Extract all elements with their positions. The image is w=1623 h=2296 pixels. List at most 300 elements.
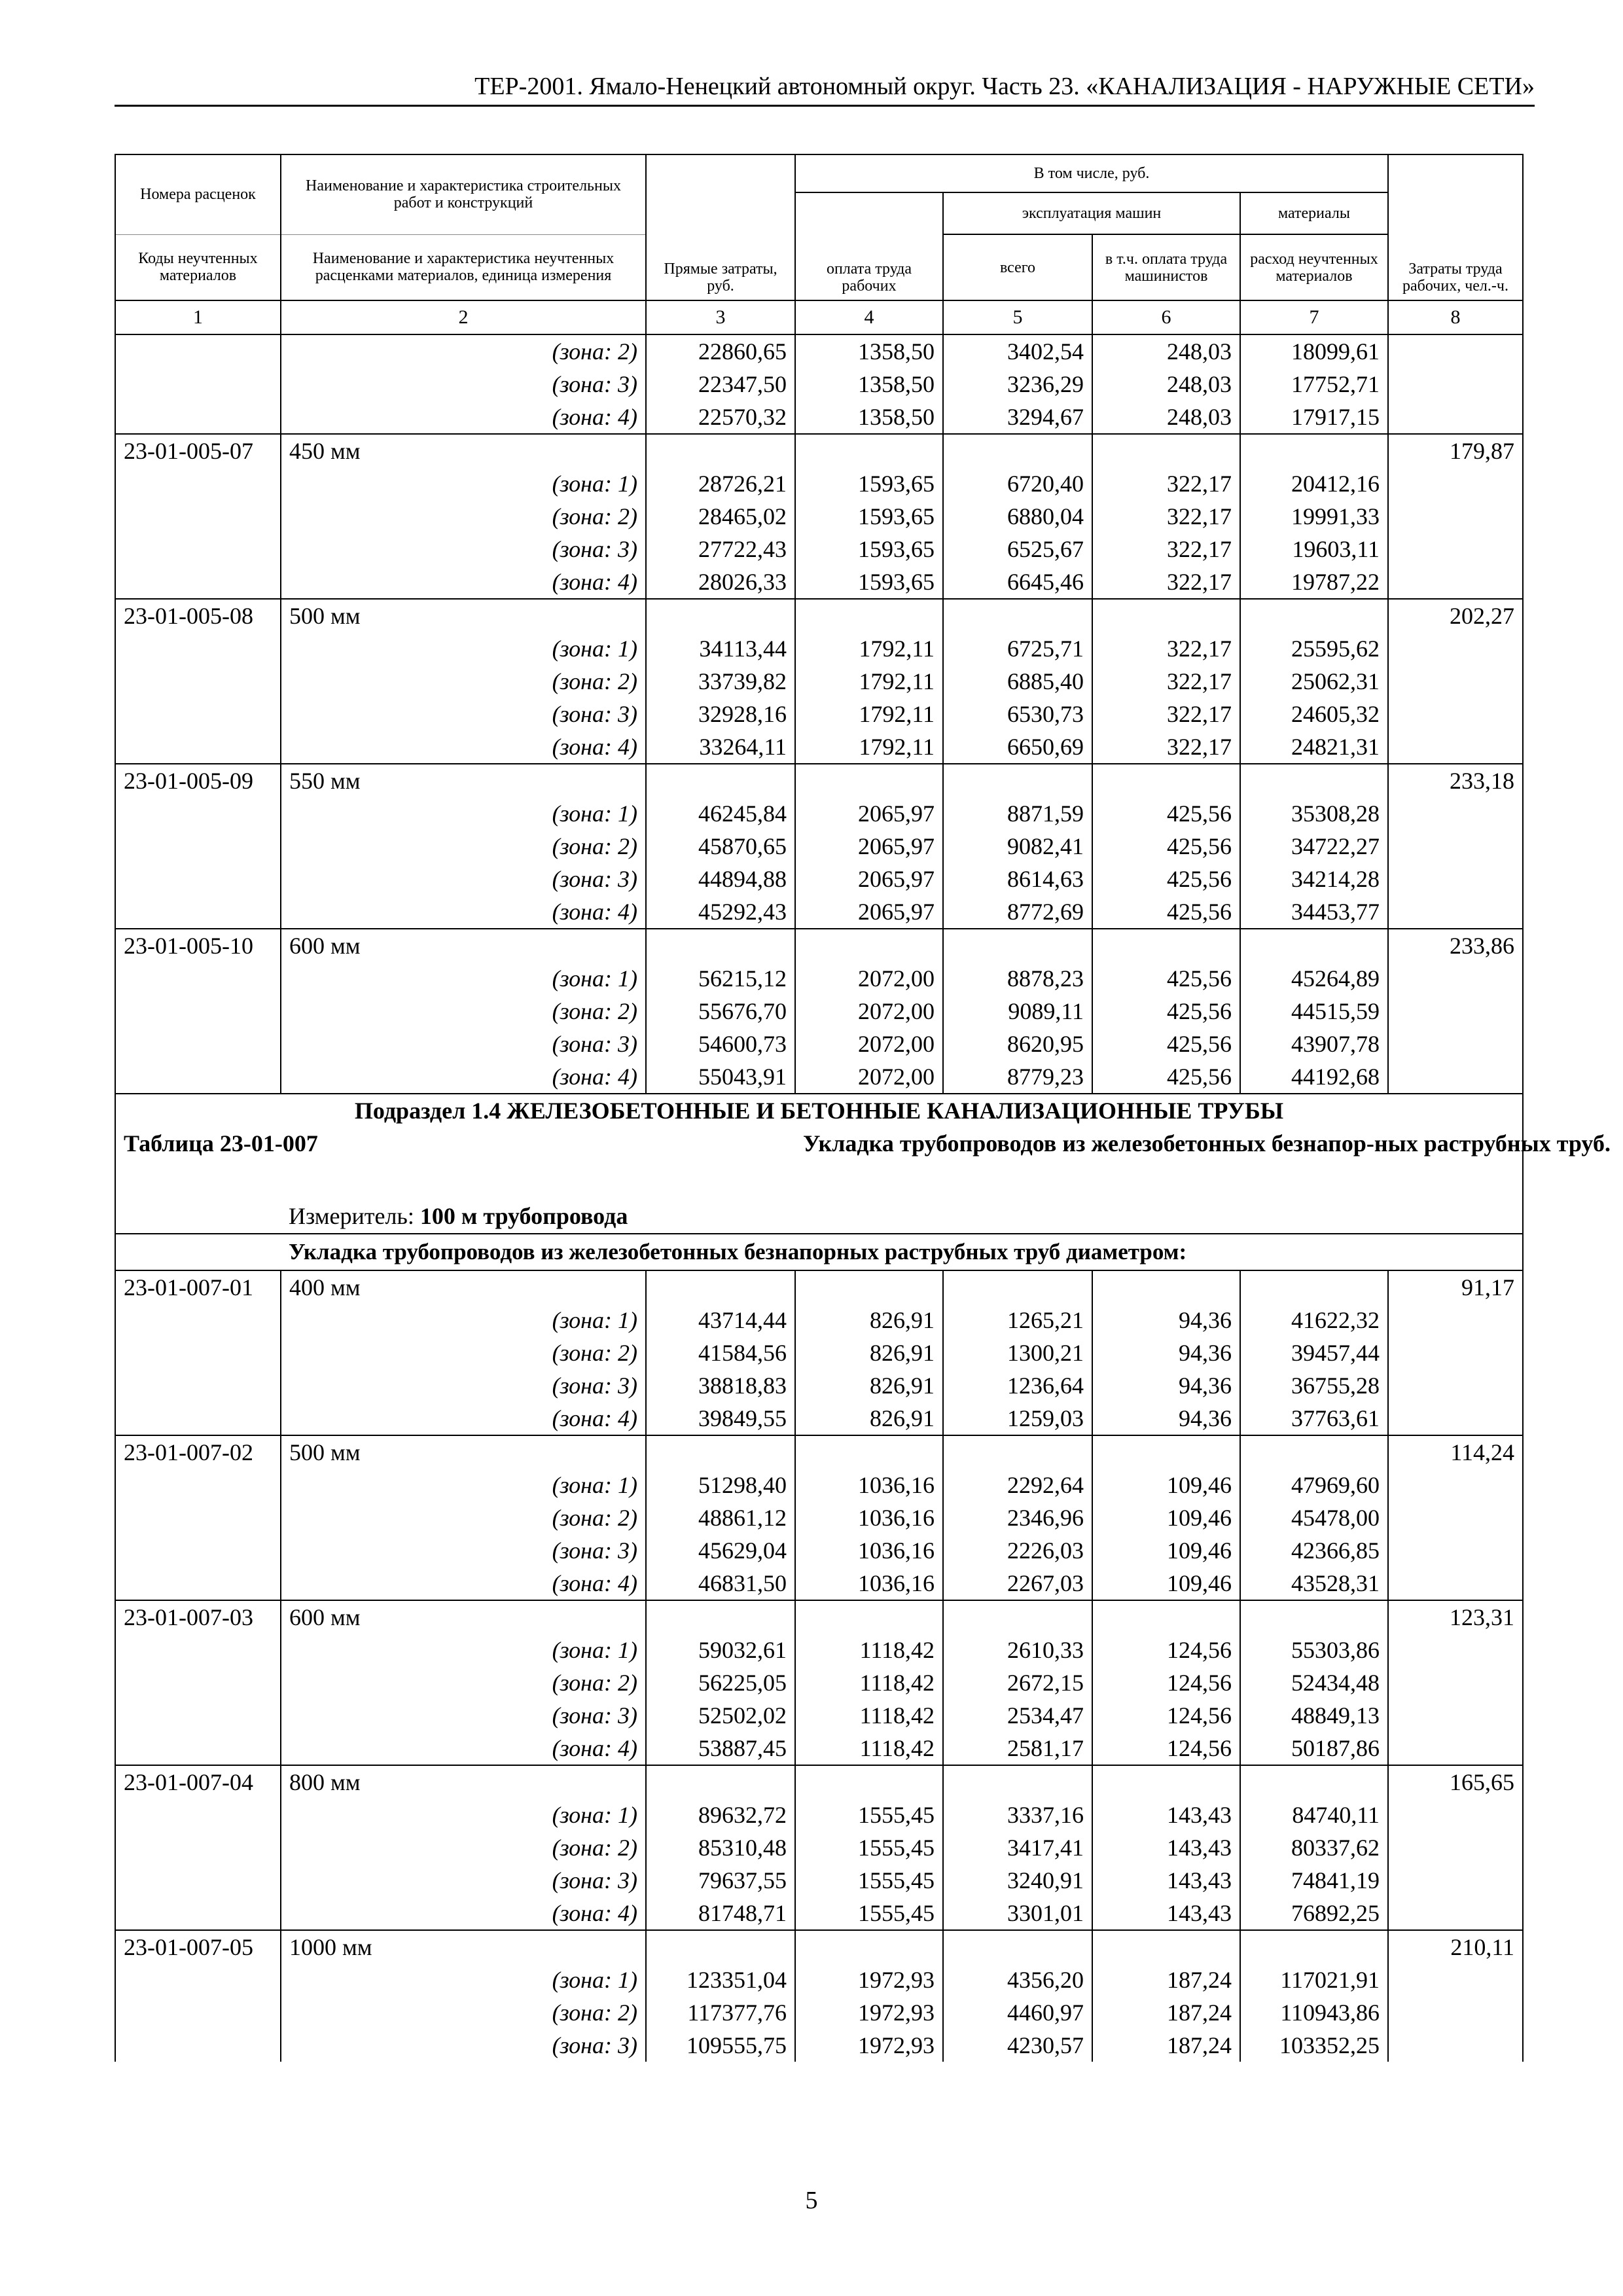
header-labor-pay: оплата труда рабочих [795, 192, 943, 300]
direct-costs: 44894,88 [646, 863, 795, 895]
direct-costs: 54600,73 [646, 1028, 795, 1060]
labor-pay: 2065,97 [795, 797, 943, 830]
labor-pay: 1118,42 [795, 1699, 943, 1732]
empty-cell [646, 434, 795, 467]
empty-cell [1388, 565, 1523, 599]
measure-label: Измеритель: [289, 1203, 420, 1229]
zone-row [115, 1028, 1523, 1060]
empty-cell [1388, 863, 1523, 895]
operators-pay: 187,24 [1092, 1964, 1240, 1996]
zone-row [115, 334, 1523, 368]
direct-costs: 51298,40 [646, 1469, 795, 1501]
zone-label: (зона: 1) [281, 1304, 646, 1336]
zone-label: (зона: 2) [281, 1831, 646, 1864]
header-machines: эксплуатация машин [943, 192, 1240, 234]
empty-cell [1092, 764, 1240, 797]
zone-label: (зона: 1) [281, 1469, 646, 1501]
header-labor-hours: Затраты труда рабочих, чел.-ч. [1388, 154, 1523, 300]
empty-cell [1388, 1567, 1523, 1600]
materials-cost: 37763,61 [1240, 1402, 1388, 1435]
zone-label: (зона: 2) [281, 1336, 646, 1369]
materials-cost: 103352,25 [1240, 2029, 1388, 2062]
header-direct-costs: Прямые затраты, руб. [646, 154, 795, 300]
machines-total: 1265,21 [943, 1304, 1092, 1336]
empty-cell [1388, 1864, 1523, 1897]
materials-cost: 24821,31 [1240, 730, 1388, 764]
empty-cell [795, 1435, 943, 1469]
empty-cell [943, 1930, 1092, 1964]
empty-cell [1388, 632, 1523, 665]
column-number: 8 [1388, 300, 1523, 334]
materials-cost: 74841,19 [1240, 1864, 1388, 1897]
labor-pay: 2072,00 [795, 995, 943, 1028]
empty-cell [1388, 1897, 1523, 1930]
empty-cell [1388, 2029, 1523, 2062]
zone-row [115, 665, 1523, 698]
direct-costs: 46245,84 [646, 797, 795, 830]
empty-cell [1240, 1765, 1388, 1799]
machines-total: 6885,40 [943, 665, 1092, 698]
zone-row [115, 2029, 1523, 2062]
zone-label: (зона: 2) [281, 1501, 646, 1534]
direct-costs: 48861,12 [646, 1501, 795, 1534]
direct-costs: 32928,16 [646, 698, 795, 730]
materials-cost: 41622,32 [1240, 1304, 1388, 1336]
column-number: 1 [115, 300, 281, 334]
labor-pay: 1118,42 [795, 1634, 943, 1666]
header-name-bottom: Наименование и характеристика неучтенных расценками материалов, единица измерения [281, 234, 646, 300]
labor-pay: 826,91 [795, 1336, 943, 1369]
column-number: 5 [943, 300, 1092, 334]
zone-label: (зона: 2) [281, 995, 646, 1028]
operators-pay: 248,03 [1092, 334, 1240, 368]
empty-cell [943, 1600, 1092, 1634]
empty-cell [1240, 599, 1388, 632]
rate-row [115, 1435, 1523, 1469]
empty-cell [115, 1369, 281, 1402]
operators-pay: 425,56 [1092, 1060, 1240, 1094]
subsection-title: Подраздел 1.4 ЖЕЛЕЗОБЕТОННЫЕ И БЕТОННЫЕ КАНАЛИЗАЦИОННЫЕ ТРУБЫ [115, 1094, 1523, 1127]
empty-cell [115, 1699, 281, 1732]
labor-pay: 2065,97 [795, 895, 943, 929]
zone-row [115, 1634, 1523, 1666]
machines-total: 9082,41 [943, 830, 1092, 863]
zone-row [115, 1699, 1523, 1732]
zone-row [115, 533, 1523, 565]
empty-cell [1092, 1765, 1240, 1799]
machines-total: 3402,54 [943, 334, 1092, 368]
empty-cell [795, 599, 943, 632]
empty-cell [115, 1831, 281, 1864]
direct-costs: 22570,32 [646, 401, 795, 434]
zone-row [115, 1732, 1523, 1765]
direct-costs: 123351,04 [646, 1964, 795, 1996]
rate-name: 400 мм [281, 1270, 646, 1304]
operators-pay: 425,56 [1092, 962, 1240, 995]
empty-cell [115, 962, 281, 995]
operators-pay: 425,56 [1092, 895, 1240, 929]
operators-pay: 143,43 [1092, 1897, 1240, 1930]
empty-cell [115, 1060, 281, 1094]
empty-cell [1388, 1666, 1523, 1699]
empty-cell [1388, 1336, 1523, 1369]
machines-total: 8772,69 [943, 895, 1092, 929]
machines-total: 8614,63 [943, 863, 1092, 895]
column-number: 6 [1092, 300, 1240, 334]
zone-label: (зона: 1) [281, 1634, 646, 1666]
rate-row [115, 1765, 1523, 1799]
operators-pay: 143,43 [1092, 1831, 1240, 1864]
labor-pay: 2072,00 [795, 1028, 943, 1060]
machines-total: 6530,73 [943, 698, 1092, 730]
machines-total: 8871,59 [943, 797, 1092, 830]
header-including: В том числе, руб. [795, 154, 1388, 192]
measure-line [281, 1199, 1523, 1234]
materials-cost: 76892,25 [1240, 1897, 1388, 1930]
zone-row [115, 565, 1523, 599]
direct-costs: 41584,56 [646, 1336, 795, 1369]
materials-cost: 50187,86 [1240, 1732, 1388, 1765]
empty-cell [1388, 500, 1523, 533]
operators-pay: 124,56 [1092, 1666, 1240, 1699]
rate-code: 23-01-005-10 [115, 929, 281, 962]
zone-row [115, 895, 1523, 929]
materials-cost: 55303,86 [1240, 1634, 1388, 1666]
materials-cost: 25595,62 [1240, 632, 1388, 665]
column-number: 3 [646, 300, 795, 334]
operators-pay: 143,43 [1092, 1799, 1240, 1831]
machines-total: 3294,67 [943, 401, 1092, 434]
empty-cell [943, 764, 1092, 797]
labor-pay: 826,91 [795, 1402, 943, 1435]
zone-label: (зона: 4) [281, 1567, 646, 1600]
direct-costs: 45870,65 [646, 830, 795, 863]
materials-cost: 39457,44 [1240, 1336, 1388, 1369]
labor-pay: 1593,65 [795, 467, 943, 500]
materials-cost: 44515,59 [1240, 995, 1388, 1028]
header-operators-pay: в т.ч. оплата труда машинистов [1092, 234, 1240, 300]
empty-cell [115, 401, 281, 434]
machines-total: 6720,40 [943, 467, 1092, 500]
empty-cell [115, 1666, 281, 1699]
operators-pay: 425,56 [1092, 797, 1240, 830]
zone-label: (зона: 4) [281, 1402, 646, 1435]
zone-row [115, 632, 1523, 665]
machines-total: 8779,23 [943, 1060, 1092, 1094]
direct-costs: 79637,55 [646, 1864, 795, 1897]
materials-cost: 35308,28 [1240, 797, 1388, 830]
machines-total: 3236,29 [943, 368, 1092, 401]
operators-pay: 425,56 [1092, 830, 1240, 863]
table-number: Таблица 23-01-007 [115, 1127, 795, 1199]
empty-cell [115, 797, 281, 830]
empty-cell [1388, 1799, 1523, 1831]
direct-costs: 109555,75 [646, 2029, 795, 2062]
zone-label: (зона: 2) [281, 665, 646, 698]
empty-cell [1388, 1996, 1523, 2029]
labor-pay: 2072,00 [795, 962, 943, 995]
empty-cell [795, 1270, 943, 1304]
materials-cost: 42366,85 [1240, 1534, 1388, 1567]
empty-cell [1388, 1501, 1523, 1534]
rate-code: 23-01-007-02 [115, 1435, 281, 1469]
machines-total: 9089,11 [943, 995, 1092, 1028]
header-rule [115, 105, 1535, 107]
machines-total: 1259,03 [943, 1402, 1092, 1435]
empty-cell [115, 698, 281, 730]
direct-costs: 46831,50 [646, 1567, 795, 1600]
labor-pay: 1358,50 [795, 368, 943, 401]
zone-row [115, 1501, 1523, 1534]
zone-label: (зона: 3) [281, 1028, 646, 1060]
zone-label: (зона: 4) [281, 730, 646, 764]
empty-cell [1388, 895, 1523, 929]
empty-cell [1388, 1369, 1523, 1402]
column-number: 2 [281, 300, 646, 334]
subsection-block [115, 1094, 1611, 1270]
table-body-first [115, 334, 1523, 1094]
empty-cell [943, 1270, 1092, 1304]
empty-cell [1240, 929, 1388, 962]
direct-costs: 39849,55 [646, 1402, 795, 1435]
labor-hours: 179,87 [1388, 434, 1523, 467]
empty-cell [115, 368, 281, 401]
zone-label: (зона: 3) [281, 1534, 646, 1567]
operators-pay: 124,56 [1092, 1699, 1240, 1732]
zone-row [115, 1336, 1523, 1369]
empty-cell [1388, 1634, 1523, 1666]
empty-cell [795, 764, 943, 797]
rate-code: 23-01-005-09 [115, 764, 281, 797]
empty-cell [646, 929, 795, 962]
rate-row [115, 764, 1523, 797]
machines-total: 6650,69 [943, 730, 1092, 764]
materials-cost: 43528,31 [1240, 1567, 1388, 1600]
empty-cell [1240, 1930, 1388, 1964]
operators-pay: 143,43 [1092, 1864, 1240, 1897]
zone-label: (зона: 4) [281, 401, 646, 434]
empty-cell [1092, 599, 1240, 632]
column-number: 4 [795, 300, 943, 334]
operators-pay: 425,56 [1092, 995, 1240, 1028]
empty-cell [1092, 434, 1240, 467]
direct-costs: 85310,48 [646, 1831, 795, 1864]
rate-code: 23-01-007-04 [115, 1765, 281, 1799]
empty-cell [115, 1567, 281, 1600]
labor-hours: 114,24 [1388, 1435, 1523, 1469]
empty-cell [795, 434, 943, 467]
table-name: Укладка трубопроводов из железобетонных безнапор-ных раструбных труб. [795, 1127, 1523, 1199]
operators-pay: 322,17 [1092, 500, 1240, 533]
labor-hours: 233,86 [1388, 929, 1523, 962]
empty-cell [943, 434, 1092, 467]
zone-row [115, 1567, 1523, 1600]
labor-pay: 1972,93 [795, 1964, 943, 1996]
materials-cost: 34453,77 [1240, 895, 1388, 929]
labor-pay: 1792,11 [795, 665, 943, 698]
empty-cell [1240, 1270, 1388, 1304]
empty-cell [1388, 467, 1523, 500]
direct-costs: 28726,21 [646, 467, 795, 500]
direct-costs: 117377,76 [646, 1996, 795, 2029]
machines-total: 2672,15 [943, 1666, 1092, 1699]
zone-row [115, 863, 1523, 895]
operators-pay: 124,56 [1092, 1634, 1240, 1666]
direct-costs: 33739,82 [646, 665, 795, 698]
labor-pay: 1593,65 [795, 533, 943, 565]
empty-cell [115, 632, 281, 665]
machines-total: 6725,71 [943, 632, 1092, 665]
empty-cell [795, 929, 943, 962]
materials-cost: 43907,78 [1240, 1028, 1388, 1060]
empty-cell [1388, 698, 1523, 730]
empty-cell [115, 830, 281, 863]
empty-cell [943, 599, 1092, 632]
rate-code: 23-01-007-05 [115, 1930, 281, 1964]
machines-total: 6880,04 [943, 500, 1092, 533]
materials-cost: 47969,60 [1240, 1469, 1388, 1501]
machines-total: 2346,96 [943, 1501, 1092, 1534]
operators-pay: 425,56 [1092, 1028, 1240, 1060]
empty-cell [115, 1996, 281, 2029]
labor-pay: 1358,50 [795, 334, 943, 368]
machines-total: 1300,21 [943, 1336, 1092, 1369]
rate-row [115, 434, 1523, 467]
empty-cell [115, 334, 281, 368]
empty-cell [1388, 730, 1523, 764]
rate-code: 23-01-007-03 [115, 1600, 281, 1634]
running-header: ТЕР-2001. Ямало-Ненецкий автономный округ. Часть 23. «КАНАЛИЗАЦИЯ - НАРУЖНЫЕ СЕТИ» [474, 73, 1535, 100]
empty-cell [1388, 830, 1523, 863]
empty-cell [1388, 1831, 1523, 1864]
labor-pay: 1792,11 [795, 730, 943, 764]
zone-row [115, 500, 1523, 533]
labor-pay: 1593,65 [795, 565, 943, 599]
empty-cell [1388, 334, 1523, 368]
materials-cost: 48849,13 [1240, 1699, 1388, 1732]
operators-pay: 94,36 [1092, 1369, 1240, 1402]
labor-pay: 1036,16 [795, 1534, 943, 1567]
empty-cell [943, 929, 1092, 962]
operators-pay: 109,46 [1092, 1469, 1240, 1501]
labor-pay: 1036,16 [795, 1469, 943, 1501]
empty-cell [115, 1964, 281, 1996]
materials-cost: 20412,16 [1240, 467, 1388, 500]
labor-pay: 1555,45 [795, 1897, 943, 1930]
materials-cost: 19787,22 [1240, 565, 1388, 599]
zone-row [115, 1469, 1523, 1501]
empty-cell [1388, 1402, 1523, 1435]
empty-cell [795, 1765, 943, 1799]
rate-row [115, 1600, 1523, 1634]
zone-label: (зона: 3) [281, 698, 646, 730]
zone-label: (зона: 2) [281, 500, 646, 533]
empty-cell [1388, 1028, 1523, 1060]
machines-total: 2267,03 [943, 1567, 1092, 1600]
labor-pay: 1036,16 [795, 1567, 943, 1600]
zone-row [115, 1996, 1523, 2029]
zone-label: (зона: 3) [281, 863, 646, 895]
empty-cell [115, 1028, 281, 1060]
page-number: 5 [805, 2187, 818, 2214]
zone-row [115, 698, 1523, 730]
labor-pay: 1118,42 [795, 1732, 943, 1765]
materials-cost: 19603,11 [1240, 533, 1388, 565]
labor-pay: 1118,42 [795, 1666, 943, 1699]
empty-cell [1388, 1732, 1523, 1765]
machines-total: 3301,01 [943, 1897, 1092, 1930]
machines-total: 3337,16 [943, 1799, 1092, 1831]
empty-cell [115, 1634, 281, 1666]
materials-cost: 80337,62 [1240, 1831, 1388, 1864]
operators-pay: 322,17 [1092, 730, 1240, 764]
zone-label: (зона: 4) [281, 1897, 646, 1930]
direct-costs: 81748,71 [646, 1897, 795, 1930]
zone-label: (зона: 3) [281, 2029, 646, 2062]
operators-pay: 322,17 [1092, 533, 1240, 565]
rate-code: 23-01-005-08 [115, 599, 281, 632]
operators-pay: 322,17 [1092, 665, 1240, 698]
empty-cell [115, 1864, 281, 1897]
zone-row [115, 962, 1523, 995]
empty-cell [115, 665, 281, 698]
zone-row [115, 730, 1523, 764]
labor-hours: 165,65 [1388, 1765, 1523, 1799]
zone-label: (зона: 4) [281, 1060, 646, 1094]
empty-cell [115, 895, 281, 929]
operators-pay: 94,36 [1092, 1304, 1240, 1336]
machines-total: 8878,23 [943, 962, 1092, 995]
direct-costs: 53887,45 [646, 1732, 795, 1765]
labor-pay: 1358,50 [795, 401, 943, 434]
zone-label: (зона: 1) [281, 962, 646, 995]
operators-pay: 94,36 [1092, 1336, 1240, 1369]
empty-cell [115, 1534, 281, 1567]
zone-row [115, 1799, 1523, 1831]
labor-pay: 1792,11 [795, 632, 943, 665]
empty-cell [1092, 1930, 1240, 1964]
empty-cell [1092, 1435, 1240, 1469]
measure-value: 100 м трубопровода [419, 1203, 628, 1229]
rate-name: 500 мм [281, 1435, 646, 1469]
machines-total: 4460,97 [943, 1996, 1092, 2029]
zone-label: (зона: 3) [281, 368, 646, 401]
materials-cost: 19991,33 [1240, 500, 1388, 533]
zone-row [115, 1369, 1523, 1402]
header-machines-total: всего [943, 234, 1092, 300]
rate-name: 550 мм [281, 764, 646, 797]
rate-row [115, 929, 1523, 962]
empty-cell [115, 1799, 281, 1831]
machines-total: 2610,33 [943, 1634, 1092, 1666]
zone-row [115, 368, 1523, 401]
operators-pay: 124,56 [1092, 1732, 1240, 1765]
zone-label: (зона: 4) [281, 1732, 646, 1765]
zone-row [115, 1534, 1523, 1567]
direct-costs: 27722,43 [646, 533, 795, 565]
rate-name: 600 мм [281, 1600, 646, 1634]
empty-cell [115, 500, 281, 533]
zone-row [115, 830, 1523, 863]
operators-pay: 187,24 [1092, 1996, 1240, 2029]
zone-label: (зона: 4) [281, 895, 646, 929]
operators-pay: 94,36 [1092, 1402, 1240, 1435]
rate-row [115, 599, 1523, 632]
empty-cell [115, 1897, 281, 1930]
empty-cell [1388, 797, 1523, 830]
rate-name: 1000 мм [281, 1930, 646, 1964]
materials-cost: 110943,86 [1240, 1996, 1388, 2029]
